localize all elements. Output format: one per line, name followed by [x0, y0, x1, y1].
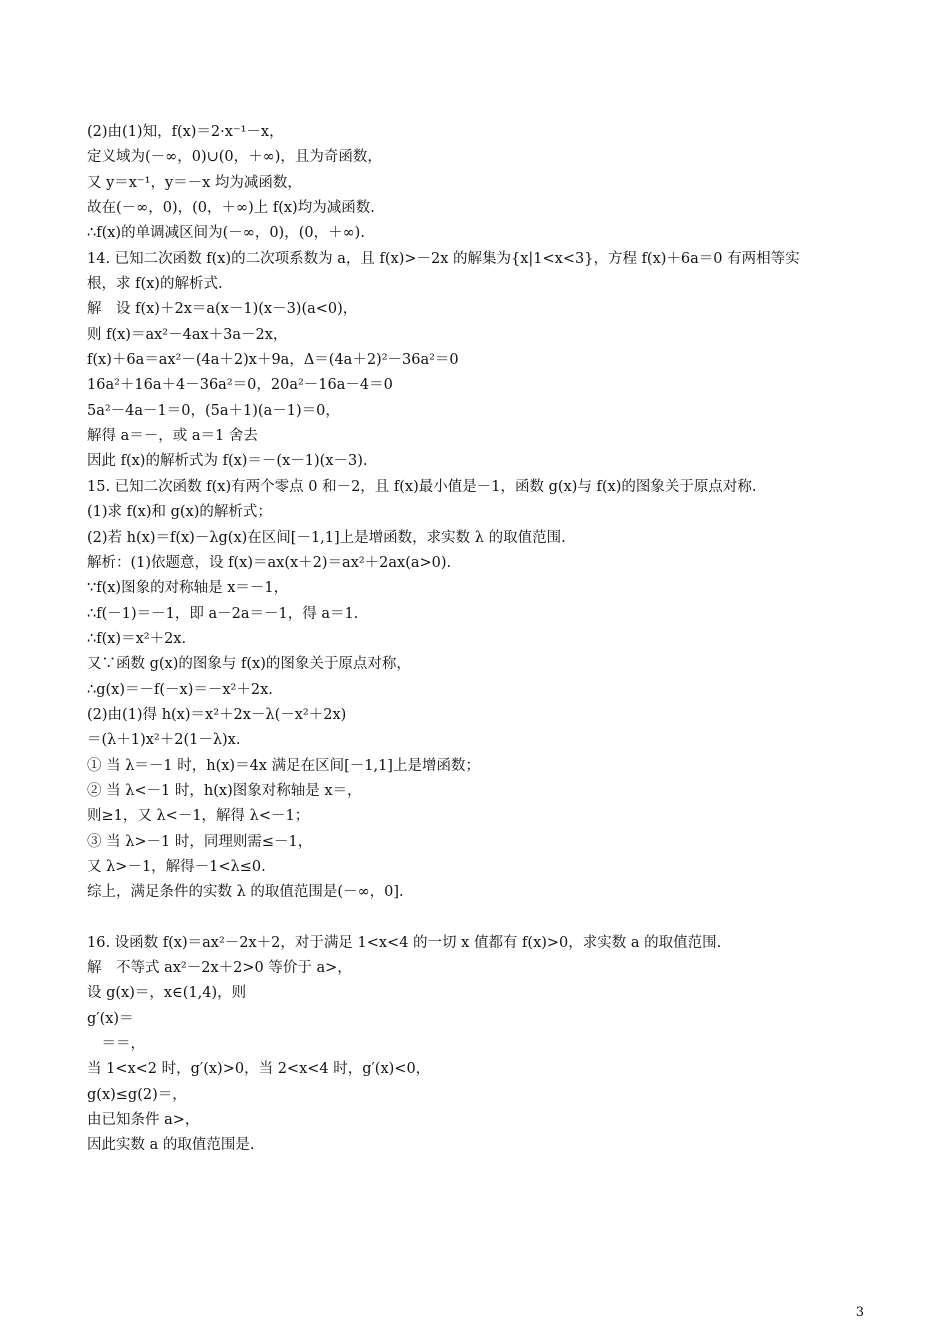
text-line: 16. 设函数 f(x)＝ax²－2x＋2，对于满足 1<x<4 的一切 x 值都有 f(x)>0，求实数 a 的取值范围.: [87, 934, 722, 951]
blank-line: [87, 906, 887, 931]
text-line: ∴f(x)＝x²＋2x.: [87, 630, 187, 647]
text-line: 则≥1，又 λ<－1，解得 λ<－1；: [87, 808, 310, 825]
text-line: f(x)＋6a＝ax²－(4a＋2)x＋9a，Δ＝(4a＋2)²－36a²＝0: [87, 352, 459, 369]
text-line: (2)由(1)得 h(x)＝x²＋2x－λ(－x²＋2x): [87, 706, 347, 723]
text-line: 解 设 f(x)＋2x＝a(x－1)(x－3)(a<0)，: [87, 301, 358, 318]
text-line: 16a²＋16a＋4－36a²＝0，20a²－16a－4＝0: [87, 377, 393, 394]
text-line: 由已知条件 a>，: [87, 1112, 200, 1129]
text-line: 又∵函数 g(x)的图象与 f(x)的图象关于原点对称，: [87, 656, 411, 673]
text-line: ∴f(x)的单调减区间为(－∞，0)，(0，＋∞).: [87, 225, 365, 242]
text-line: 综上，满足条件的实数 λ 的取值范围是(－∞，0].: [87, 884, 404, 901]
text-line: 解得 a＝－，或 a＝1 舍去: [87, 428, 258, 445]
text-line: 故在(－∞，0)，(0，＋∞)上 f(x)均为减函数.: [87, 200, 375, 217]
text-line: ∵f(x)图象的对称轴是 x＝－1，: [87, 580, 289, 597]
text-line: 14. 已知二次函数 f(x)的二次项系数为 a，且 f(x)>－2x 的解集为{x|1<x<3}，方程 f(x)＋6a＝0 有两相等实: [87, 250, 800, 267]
text-line: 当 1<x<2 时，g′(x)>0，当 2<x<4 时，g′(x)<0，: [87, 1061, 431, 1078]
text-line: 又 y＝x⁻¹，y＝－x 均为减函数，: [87, 174, 302, 191]
text-line: 因此 f(x)的解析式为 f(x)＝－(x－1)(x－3).: [87, 453, 368, 470]
text-line: g′(x)＝: [87, 1010, 134, 1027]
text-line: ② 当 λ<－1 时，h(x)图象对称轴是 x＝，: [87, 782, 362, 799]
text-line: 又 λ>－1，解得－1<λ≤0.: [87, 858, 266, 875]
text-line: ∴g(x)＝－f(－x)＝－x²＋2x.: [87, 681, 273, 698]
text-line: (2)若 h(x)＝f(x)－λg(x)在区间[－1,1]上是增函数，求实数 λ 的取值范围.: [87, 529, 566, 546]
text-line: ∴f(－1)＝－1，即 a－2a＝－1，得 a＝1.: [87, 605, 359, 622]
text-line: g(x)≤g(2)＝，: [87, 1086, 187, 1103]
text-line: ＝(λ＋1)x²＋2(1－λ)x.: [87, 732, 241, 749]
text-line: 则 f(x)＝ax²－4ax＋3a－2x，: [87, 326, 288, 343]
document-body: [87, 120, 887, 1159]
text-line: 5a²－4a－1＝0，(5a＋1)(a－1)＝0，: [87, 402, 340, 419]
text-line: 解 不等式 ax²－2x＋2>0 等价于 a>，: [87, 960, 352, 976]
text-line: 设 g(x)＝，x∈(1,4)，则: [87, 985, 247, 1002]
text-line: 根，求 f(x)的解析式.: [87, 276, 223, 293]
text-line: ① 当 λ＝－1 时，h(x)＝4x 满足在区间[－1,1]上是增函数；: [87, 757, 480, 774]
text-line: 15. 已知二次函数 f(x)有两个零点 0 和－2，且 f(x)最小值是－1，函数 g(x)与 f(x)的图象关于原点对称.: [87, 478, 757, 495]
text-line: 定义域为(－∞，0)∪(0，＋∞)，且为奇函数，: [87, 149, 382, 166]
text-line: 解析：(1)依题意，设 f(x)＝ax(x＋2)＝ax²＋2ax(a>0).: [87, 554, 452, 571]
text-line: 因此实数 a 的取值范围是.: [87, 1137, 255, 1154]
text-line: (2)由(1)知，f(x)＝2·x⁻¹－x，: [87, 124, 284, 140]
text-line: (1)求 f(x)和 g(x)的解析式；: [87, 504, 272, 521]
text-line: ③ 当 λ>－1 时，同理则需≤－1，: [87, 833, 313, 850]
page-number: 3: [855, 1305, 864, 1320]
text-line: ＝＝，: [87, 1036, 145, 1053]
